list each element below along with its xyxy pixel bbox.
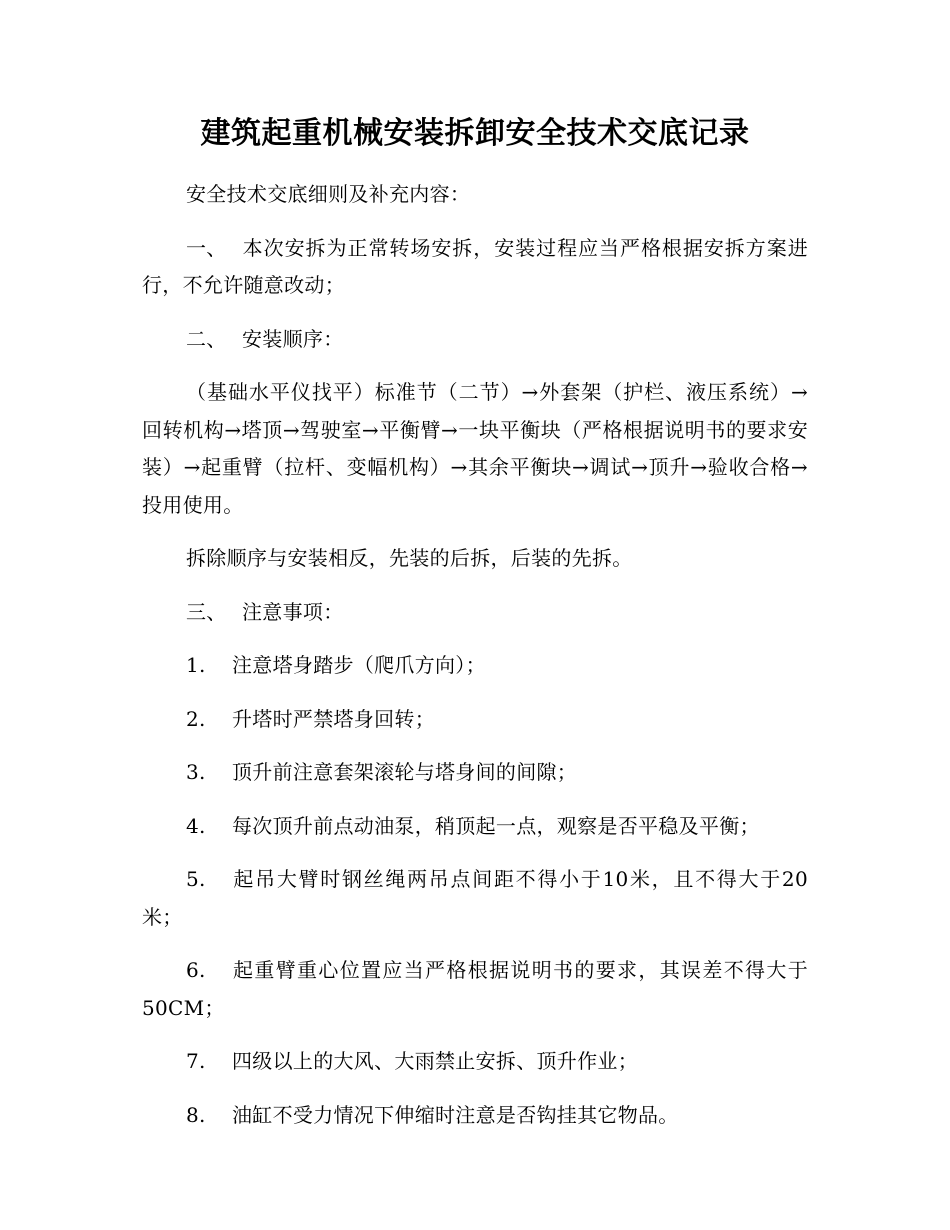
note-item-7 xyxy=(142,1043,808,1081)
note-text: 注意塔身踏步（爬爪方向）； xyxy=(232,653,486,677)
intro-paragraph: 安全技术交底细则及补充内容： xyxy=(186,182,471,206)
note-number: 1. xyxy=(186,653,206,677)
note-item-1 xyxy=(142,647,808,685)
section-3-paragraph xyxy=(142,594,808,632)
note-number: 3. xyxy=(186,760,206,784)
note-number: 8. xyxy=(186,1102,206,1127)
install-sequence-paragraph: （基础水平仪找平）标准节（二节）→外套架（护栏、液压系统）→回转机构→塔顶→驾驶室→平衡臂→一块平衡块（严格根据说明书的要求安装）→起重臂（拉杆、变幅机构）→其余平衡块→调试→顶升→验收合格→投用使用。 xyxy=(142,380,808,517)
note-item-3 xyxy=(142,754,808,792)
note-number: 6. xyxy=(186,958,206,982)
note-text: 起重臂重心位置应当严格根据说明书的要求，其误差不得大于50CM； xyxy=(142,958,808,1020)
note-number: 5. xyxy=(186,867,206,891)
section-1-text: 本次安拆为正常转场安拆，安装过程应当严格根据安拆方案进行，不允许随意改动； xyxy=(142,235,808,297)
note-number: 7. xyxy=(186,1049,206,1073)
section-1-number: 一、 xyxy=(186,235,227,260)
note-number: 2. xyxy=(186,706,206,731)
note-text: 升塔时严禁塔身回转； xyxy=(232,706,435,731)
note-item-2 xyxy=(142,701,808,739)
section-1-paragraph xyxy=(142,230,808,305)
note-item-5 xyxy=(142,861,808,936)
note-text: 四级以上的大风、大雨禁止安拆、顶升作业； xyxy=(232,1049,638,1073)
note-text: 起吊大臂时钢丝绳两吊点间距不得小于10米，且不得大于20米； xyxy=(142,867,808,929)
note-number: 4. xyxy=(186,813,206,838)
section-2-number: 二、 xyxy=(186,326,227,351)
dismantle-sequence-paragraph: 拆除顺序与安装相反，先装的后拆，后装的先拆。 xyxy=(186,546,633,570)
note-text: 顶升前注意套架滚轮与塔身间的间隙； xyxy=(232,760,578,784)
note-text: 油缸不受力情况下伸缩时注意是否钩挂其它物品。 xyxy=(232,1102,679,1127)
section-3-number: 三、 xyxy=(186,599,227,624)
note-text: 每次顶升前点动油泵，稍顶起一点，观察是否平稳及平衡； xyxy=(232,813,760,838)
note-item-8 xyxy=(142,1097,808,1135)
section-3-text: 注意事项： xyxy=(242,599,344,624)
section-2-paragraph xyxy=(142,321,808,359)
document-title: 建筑起重机械安装拆卸安全技术交底记录 xyxy=(200,116,750,151)
section-2-text: 安装顺序： xyxy=(242,326,344,351)
note-item-4 xyxy=(142,808,808,846)
note-item-6 xyxy=(142,952,808,1027)
